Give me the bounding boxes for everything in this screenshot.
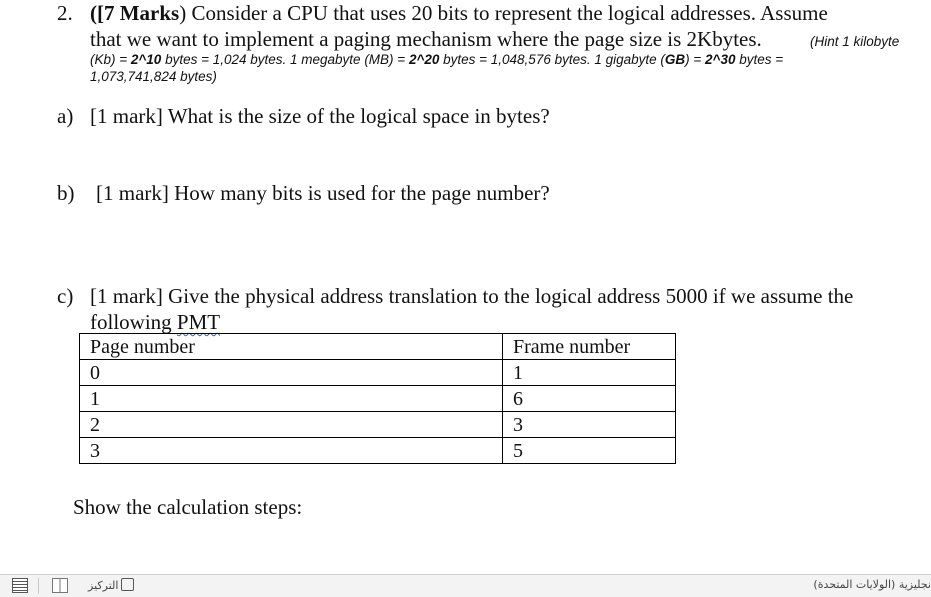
focus-button[interactable]	[88, 578, 134, 592]
part-a-text: [1 mark] What is the size of the logical space in bytes?	[90, 104, 550, 128]
frame-cell: 3	[503, 412, 676, 438]
part-b-label: b)	[57, 181, 75, 205]
part-c-following: following	[90, 310, 177, 334]
part-c-text: [1 mark] Give the physical address translation to the logical address 5000 if we assume the	[90, 284, 854, 308]
page-cell: 1	[80, 386, 503, 412]
question-intro-text: ) Consider a CPU that uses 20 bits to represent the logical addresses. Assume	[179, 1, 828, 25]
hint-gb-bytes: bytes =	[735, 52, 784, 67]
question-page-size-text: that we want to implement a paging mechanism where the page size is 2Kbytes.	[90, 27, 762, 51]
hint-kb-text: (Kb) =	[90, 52, 131, 67]
question-marks: ([7 Marks	[90, 1, 180, 25]
pmt-table	[79, 333, 676, 464]
pmt-word: PMT	[176, 310, 221, 334]
hint-mb-text: bytes = 1,024 bytes. 1 megabyte (MB) =	[161, 52, 409, 67]
hint-kb-value: 2^10	[130, 52, 162, 67]
header-frame-number: Frame number	[503, 334, 676, 360]
status-divider	[38, 578, 39, 594]
hint-start: (Hint 1 kilobyte	[810, 34, 900, 49]
status-bar	[0, 574, 931, 597]
calculation-steps-label: Show the calculation steps:	[73, 495, 303, 519]
frame-cell: 5	[503, 438, 676, 464]
hint-line-3: 1,073,741,824 bytes)	[90, 69, 217, 84]
page-cell: 2	[80, 412, 503, 438]
page-cell: 0	[80, 360, 503, 386]
hint-gb-value: 2^30	[705, 52, 736, 67]
frame-cell: 6	[503, 386, 676, 412]
table-header-row	[80, 334, 676, 360]
question-intro	[90, 0, 828, 26]
language-indicator[interactable]: نجليزية (الولايات المتحدة)	[813, 578, 931, 591]
focus-label: التركيز	[88, 579, 119, 592]
table-row	[80, 438, 676, 464]
table-row	[80, 386, 676, 412]
hint-line-2	[90, 51, 783, 68]
part-b-text: [1 mark] How many bits is used for the page number?	[96, 181, 550, 205]
part-c-label: c)	[57, 284, 74, 308]
print-layout-icon[interactable]	[52, 578, 68, 593]
header-page-number: Page number	[80, 334, 503, 360]
frame-cell: 1	[503, 360, 676, 386]
hint-gb-abbr: GB	[664, 52, 686, 67]
part-c-text-2	[90, 309, 220, 335]
hint-mb-value: 2^20	[408, 52, 440, 67]
part-a-label: a)	[57, 104, 74, 128]
table-row	[80, 360, 676, 386]
question-line-2	[90, 26, 762, 52]
page-cell: 3	[80, 438, 503, 464]
focus-icon	[121, 578, 134, 591]
hint-gb-text: bytes = 1,048,576 bytes. 1 gigabyte (	[439, 52, 665, 67]
question-number: 2.	[57, 1, 73, 25]
read-mode-icon[interactable]	[12, 578, 28, 593]
table-row	[80, 412, 676, 438]
hint-gb-eq: ) =	[685, 52, 706, 67]
